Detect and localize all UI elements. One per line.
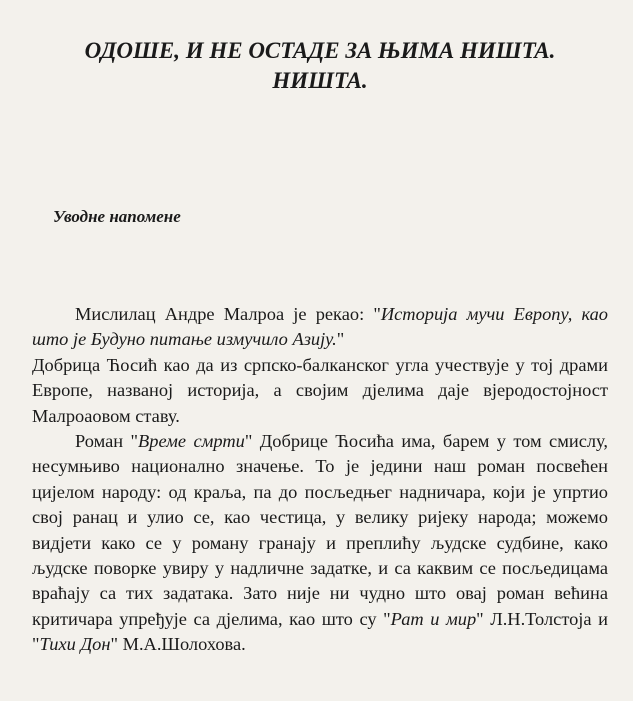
- p3-text-3: " Л.Н.Толстоја и ": [32, 608, 608, 655]
- title-line-1: ОДОШЕ, И НЕ ОСТАДЕ ЗА ЊИМА НИШТА.: [84, 38, 556, 63]
- p3-text-1: Роман ": [75, 431, 139, 452]
- p3-text-2: " Добрице Ћосића има, барем у том смислу, несумњиво национално значење. То је једини наш роман посвећен цијелом народу: од краља, па до посљедњег надничара, који је упртио свој ранац и улио се, као честица, у велику ријеку народа; можемо видјети како се у роману гранају и преплићу људске судбине, како људске поворке увиру у надличне задатке, и са каквим се посљедицама враћају са тих задатака. Зато није ни чудно што овај роман већина критичара упређује са дјелима, као што су ": [32, 431, 608, 629]
- p1-quote: Историја мучи Европу, као што је Будуно питање измучило Азију.: [32, 304, 608, 350]
- p1-text-1: Мислилац Андре Малроа је рекао: ": [75, 304, 381, 324]
- paragraph-3: [32, 429, 608, 658]
- page-title: [40, 36, 600, 96]
- paragraph-1: [32, 302, 608, 353]
- body-text: [32, 302, 608, 658]
- p3-title-tihi-don: Тихи Дон: [39, 634, 111, 655]
- p3-title-rat-i-mir: Рат и мир: [390, 608, 477, 629]
- section-heading: Уводне напомене: [53, 207, 181, 226]
- p3-title-vreme-smrti: Време смрти: [138, 431, 245, 452]
- p3-text-4: " М.А.Шолохова.: [110, 634, 246, 655]
- p1-text-2: ": [336, 329, 345, 350]
- paragraph-2: Добрица Ћосић као да из српско-балканског угла учествује у тој драми Европе, названој историја, а својим дјелима даје вјеродостојност Малроаовом ставу.: [32, 354, 608, 426]
- title-line-2: НИШТА.: [272, 68, 368, 93]
